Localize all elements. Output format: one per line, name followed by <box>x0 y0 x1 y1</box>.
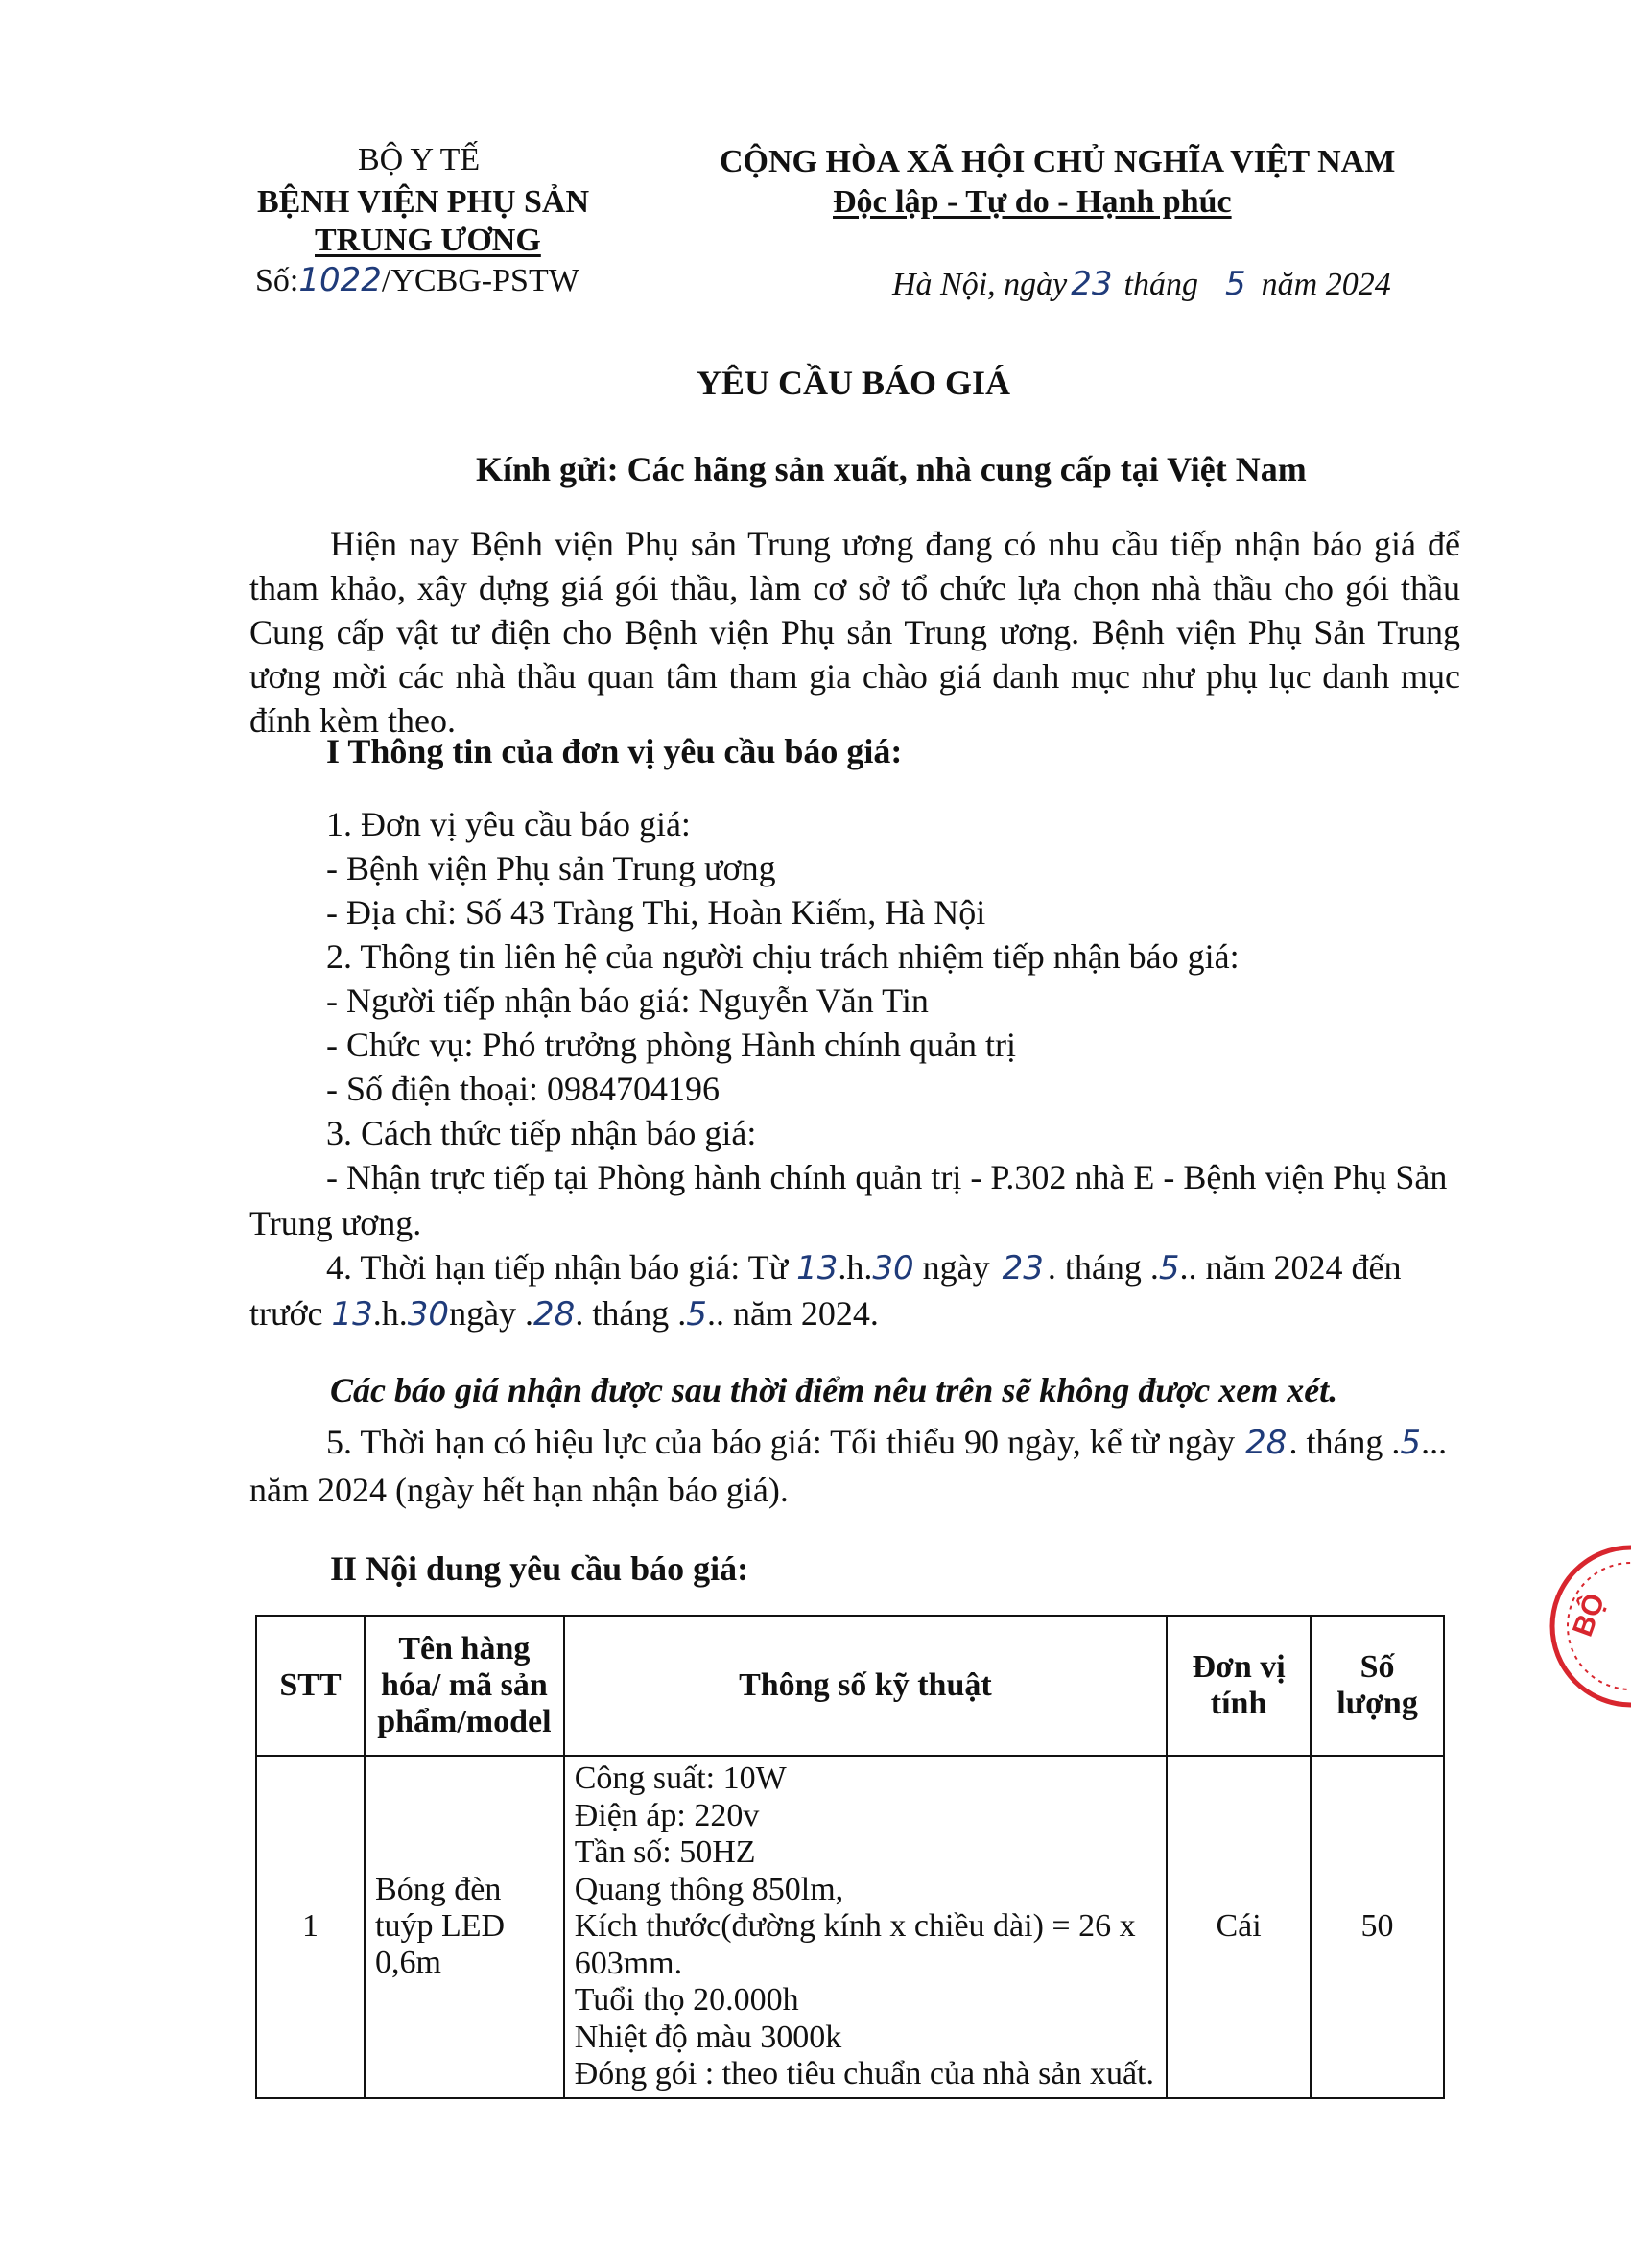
table-row <box>256 1756 1444 2098</box>
col-header-name: Tên hàng hóa/ mã sản phẩm/model <box>365 1616 564 1756</box>
number-suffix: /YCBG-PSTW <box>381 263 579 298</box>
cell-stt: 1 <box>256 1756 365 2098</box>
late-notice: Các báo giá nhận được sau thời điểm nêu trên sẽ không được xem xét. <box>330 1371 1338 1409</box>
deadline-label: 4. Thời hạn tiếp nhận báo giá: Từ <box>326 1248 789 1287</box>
info-line: - Chức vụ: Phó trưởng phòng Hành chính quản trị <box>326 1026 1016 1064</box>
col-header-qty: Số lượng <box>1311 1616 1444 1756</box>
deadline-to-month: 5 <box>686 1295 707 1334</box>
date-day: 23 <box>1071 265 1113 303</box>
receive-method-line1: - Nhận trực tiếp tại Phòng hành chính quản trị - P.302 nhà E - Bệnh viện Phụ Sản <box>326 1158 1448 1196</box>
deadline-from-hour: 13 <box>796 1249 839 1288</box>
info-line: - Số điện thoại: 0984704196 <box>326 1070 720 1108</box>
number-handwritten: 1022 <box>298 261 382 299</box>
intro-paragraph <box>249 522 1460 743</box>
validity-label: 5. Thời hạn có hiệu lực của báo giá: Tối thiểu 90 ngày, kể từ ngày <box>326 1423 1236 1461</box>
document-number <box>255 261 579 299</box>
info-line: 1. Đơn vị yêu cầu báo giá: <box>326 805 691 843</box>
deadline-to-day: 28 <box>533 1295 576 1334</box>
info-line: - Người tiếp nhận báo giá: Nguyễn Văn Tin <box>326 981 929 1020</box>
validity-line1: 5. Thời hạn có hiệu lực của báo giá: Tối thiểu 90 ngày, kể từ ngày 28. tháng .5... <box>326 1423 1448 1462</box>
spec-line: 603mm. <box>574 1945 683 1981</box>
section2-heading: II Nội dung yêu cầu báo giá: <box>330 1549 749 1588</box>
spec-line: Nhiệt độ màu 3000k <box>574 2019 842 2055</box>
receive-method-line2: Trung ương. <box>249 1204 422 1242</box>
official-stamp <box>1545 1540 1631 1713</box>
hospital-name-line2: TRUNG ƯƠNG <box>315 223 541 258</box>
hospital-name-line1: BỆNH VIỆN PHỤ SẢN <box>257 184 590 220</box>
deadline-from-day: 23 <box>1002 1249 1044 1288</box>
date-year: năm 2024 <box>1261 267 1391 302</box>
deadline-line1: 4. Thời hạn tiếp nhận báo giá: Từ 13.h.30 ngày 23 . tháng .5.. năm 2024 đến <box>326 1248 1402 1288</box>
spec-line: Quang thông 850lm, <box>574 1871 844 1907</box>
national-motto: Độc lập - Tự do - Hạnh phúc <box>833 184 1232 220</box>
cell-spec <box>564 1756 1167 2098</box>
recipient-line: Kính gửi: Các hãng sản xuất, nhà cung cấp tại Việt Nam <box>476 450 1307 488</box>
quote-items-table <box>255 1615 1445 2099</box>
deadline-line2: trước 13.h.30ngày .28. tháng .5.. năm 2024. <box>249 1294 879 1334</box>
col-header-unit: Đơn vị tính <box>1167 1616 1311 1756</box>
deadline-prefix: trước <box>249 1294 323 1333</box>
intro-text: Hiện nay Bệnh viện Phụ sản Trung ương đang có nhu cầu tiếp nhận báo giá để tham khảo, xây dựng giá gói thầu, làm cơ sở tổ chức lựa chọn nhà thầu cho gói thầu Cung cấp vật tư điện cho Bệnh viện Phụ sản Trung ương. Bệnh viện Phụ Sản Trung ương mời các nhà thầu quan tâm tham gia chào giá danh mục như phụ lục danh mục đính kèm theo. <box>249 525 1460 740</box>
spec-line: Tần số: 50HZ <box>574 1834 756 1870</box>
spec-line: Công suất: 10W <box>574 1760 787 1796</box>
ministry-name: BỘ Y TẾ <box>358 142 481 177</box>
date-prefix: Hà Nội, ngày <box>892 267 1068 302</box>
document-title: YÊU CẦU BÁO GIÁ <box>697 364 1011 402</box>
col-header-spec: Thông số kỹ thuật <box>564 1616 1167 1756</box>
place-date <box>892 265 1391 303</box>
spec-line: Kích thước(đường kính x chiều dài) = 26 x <box>574 1908 1136 1944</box>
date-month: 5 <box>1225 265 1246 303</box>
country-name: CỘNG HÒA XÃ HỘI CHỦ NGHĨA VIỆT NAM <box>720 144 1396 179</box>
deadline-from-month: 5 <box>1158 1249 1180 1288</box>
info-line: - Địa chỉ: Số 43 Tràng Thi, Hoàn Kiếm, Hà Nội <box>326 893 986 932</box>
info-line: 3. Cách thức tiếp nhận báo giá: <box>326 1114 757 1152</box>
cell-name: Bóng đèn tuýp LED 0,6m <box>365 1756 564 2098</box>
deadline-to-min: 30 <box>407 1295 450 1334</box>
validity-line2: năm 2024 (ngày hết hạn nhận báo giá). <box>249 1471 789 1509</box>
spec-line: Điện áp: 220v <box>574 1797 760 1833</box>
date-month-label: tháng <box>1123 267 1198 302</box>
spec-line: Tuổi thọ 20.000h <box>574 1982 799 2018</box>
validity-day: 28 <box>1245 1424 1288 1462</box>
cell-qty: 50 <box>1311 1756 1444 2098</box>
table-header-row <box>256 1616 1444 1756</box>
validity-month: 5 <box>1400 1424 1422 1462</box>
number-prefix: Số: <box>255 263 299 298</box>
deadline-from-year: năm 2024 đến <box>1205 1248 1402 1287</box>
col-header-stt: STT <box>256 1616 365 1756</box>
deadline-to-year: năm 2024. <box>732 1294 879 1333</box>
cell-unit: Cái <box>1167 1756 1311 2098</box>
deadline-to-hour: 13 <box>331 1295 373 1334</box>
stamp-text: BỘ <box>1567 1589 1612 1642</box>
spec-line: Đóng gói : theo tiêu chuẩn của nhà sản xuất. <box>574 2056 1154 2091</box>
deadline-from-min: 30 <box>872 1249 914 1288</box>
info-line: - Bệnh viện Phụ sản Trung ương <box>326 849 776 887</box>
section1-heading: I Thông tin của đơn vị yêu cầu báo giá: <box>326 732 903 770</box>
info-line: 2. Thông tin liên hệ của người chịu trách nhiệm tiếp nhận báo giá: <box>326 937 1240 976</box>
